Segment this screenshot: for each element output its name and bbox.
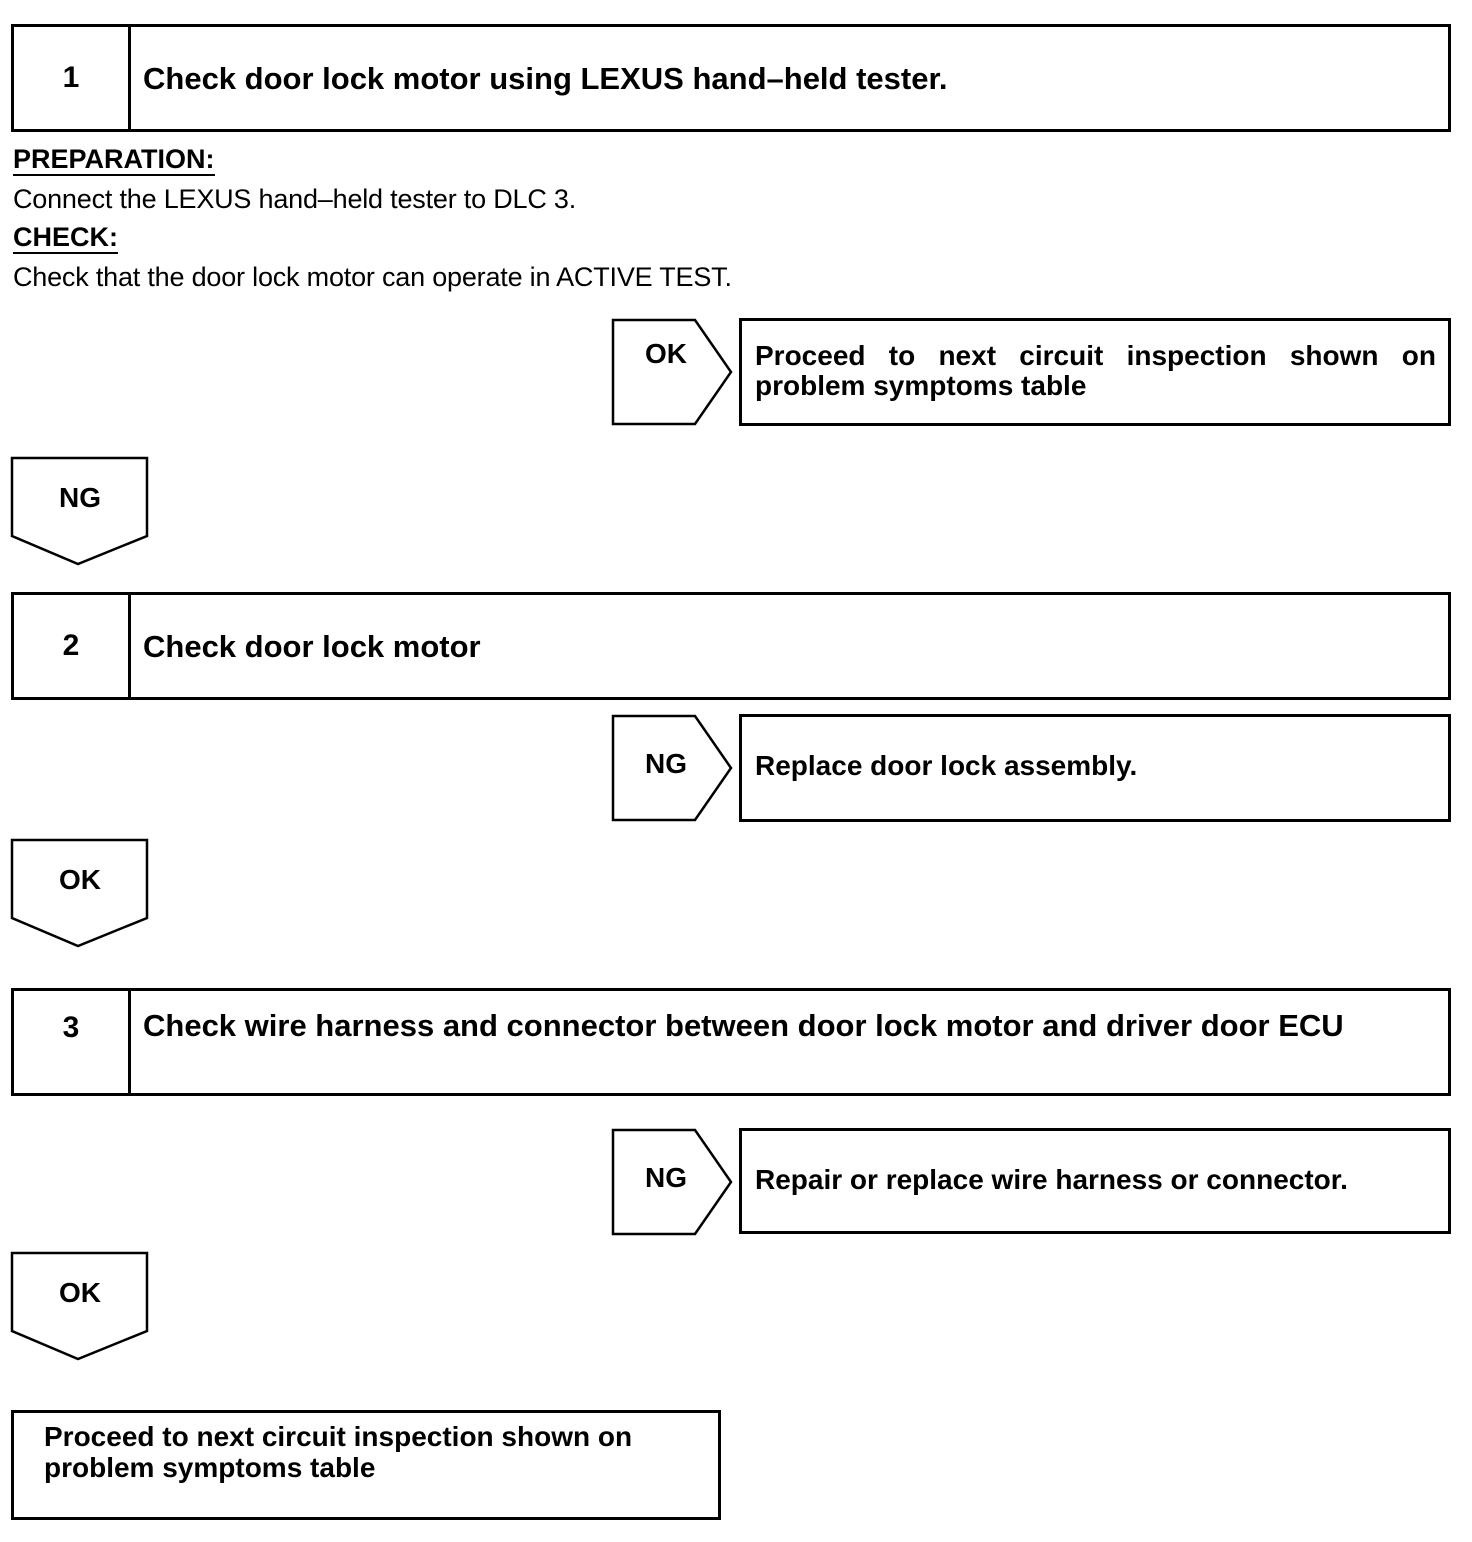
step-3-ng-arrow: [611, 1128, 733, 1236]
step-1-ok-result: Proceed to next circuit inspection shown on problem symptoms table: [739, 318, 1451, 426]
step-3-ng-label: NG: [645, 1162, 687, 1193]
step-3-ng-result: Repair or replace wire harness or connector.: [739, 1128, 1451, 1234]
step-2-header: [11, 592, 1451, 700]
step-3-title: Check wire harness and connector between door lock motor and driver door ECU: [143, 1008, 1344, 1043]
right-arrow-icon: [611, 318, 733, 426]
step-3-header: [11, 988, 1451, 1096]
step-1-ng-label: NG: [59, 482, 101, 513]
step-2-ok-label: OK: [59, 864, 101, 895]
step-1-number: 1: [14, 27, 131, 129]
check-label: CHECK:: [13, 222, 118, 252]
step-2-ng-label: NG: [645, 748, 687, 779]
step-1-title: Check door lock motor using LEXUS hand–held tester.: [143, 60, 948, 96]
step-3-number: 3: [14, 991, 131, 1093]
check-text: Check that the door lock motor can operate in ACTIVE TEST.: [13, 262, 732, 292]
step-3-ok-label: OK: [59, 1277, 101, 1308]
preparation-label: PREPARATION:: [13, 144, 215, 174]
step-2-title: Check door lock motor: [143, 628, 481, 664]
step-1-ok-label: OK: [645, 338, 687, 369]
step-1-ng-arrow: [10, 456, 150, 566]
preparation-text: Connect the LEXUS hand–held tester to DLC 3.: [13, 184, 577, 214]
step-2-ng-arrow: [611, 714, 733, 822]
step-1-header: [11, 24, 1451, 132]
step-2-ng-result: Replace door lock assembly.: [739, 714, 1451, 822]
step-3-ok-arrow: [10, 1251, 150, 1361]
final-result-box: Proceed to next circuit inspection shown on problem symptoms table: [11, 1410, 721, 1520]
step-2-ok-arrow: [10, 838, 150, 948]
step-2-number: 2: [14, 595, 131, 697]
step-1-ok-arrow: [611, 318, 733, 426]
